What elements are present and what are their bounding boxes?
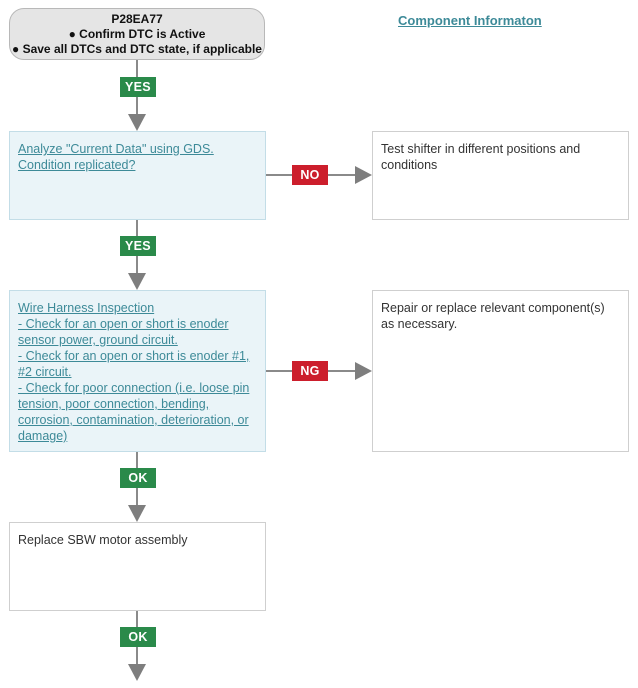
- check-encoder-circuit-link[interactable]: - Check for an open or short is enoder #1, #2 circuit.: [18, 349, 250, 379]
- yes-badge-2: YES: [120, 236, 156, 256]
- step1-analyze-link[interactable]: Analyze "Current Data" using GDS.: [18, 142, 214, 156]
- check-poor-connection-link[interactable]: - Check for poor connection (i.e. loose pin tension, poor connection, bending, corrosion, contamination, deterioration, or damage): [18, 381, 250, 443]
- arrow-right-icon: [355, 166, 372, 184]
- arrow-right-icon: [355, 362, 372, 380]
- step3-text: Replace SBW motor assembly: [18, 533, 188, 547]
- start-node: [9, 8, 265, 60]
- arrow-down-icon: [128, 114, 146, 131]
- step1-condition-link[interactable]: Condition replicated?: [18, 158, 136, 172]
- yes-badge-1: YES: [120, 77, 156, 97]
- ng-badge: NG: [292, 361, 328, 381]
- no-badge: NO: [292, 165, 328, 185]
- start-step-confirm: ● Confirm DTC is Active: [68, 27, 206, 41]
- ok-badge-2: OK: [120, 627, 156, 647]
- step1-box: [9, 131, 266, 220]
- wire-harness-inspection-link[interactable]: Wire Harness Inspection: [18, 301, 155, 315]
- step3-box: [9, 522, 266, 611]
- ok-badge-1: OK: [120, 468, 156, 488]
- arrow-down-icon: [128, 273, 146, 290]
- dtc-code: P28EA77: [111, 12, 163, 26]
- arrow-down-icon: [128, 505, 146, 522]
- step2-box: [9, 290, 266, 452]
- check-power-ground-link[interactable]: - Check for an open or short is enoder sensor power, ground circuit.: [18, 317, 229, 347]
- arrow-down-icon: [128, 664, 146, 681]
- component-information-link[interactable]: Component Informaton: [398, 13, 542, 28]
- no-result-text: Test shifter in different positions and conditions: [381, 142, 581, 172]
- start-step-save: ● Save all DTCs and DTC state, if applicable: [12, 42, 262, 56]
- ng-result-box: [372, 290, 629, 452]
- no-result-box: [372, 131, 629, 220]
- ng-result-text: Repair or replace relevant component(s) as necessary.: [381, 301, 605, 331]
